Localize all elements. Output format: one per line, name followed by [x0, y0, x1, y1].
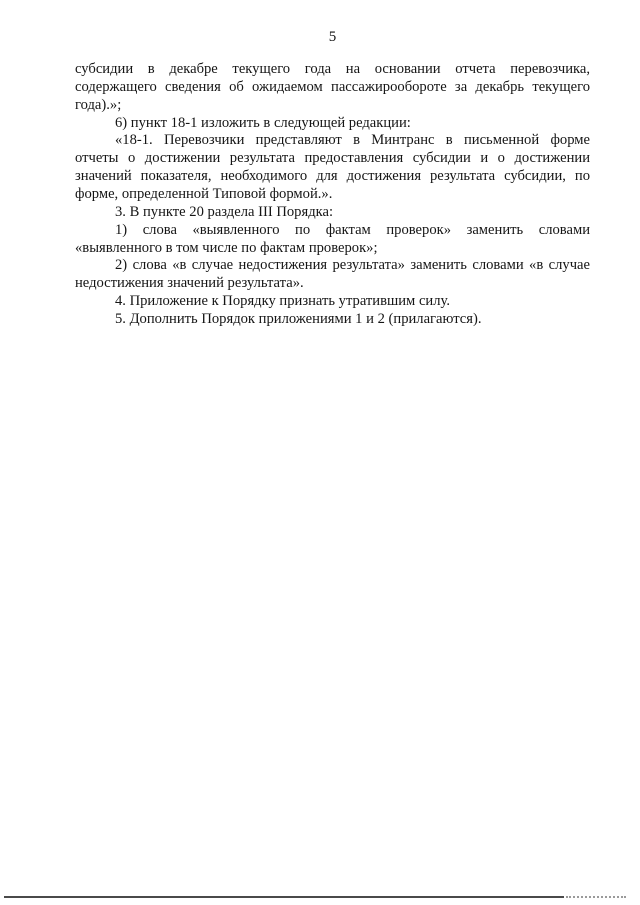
text-line: «18-1. Перевозчики представляют в Минтранс в письменной форме	[115, 132, 590, 149]
paragraph	[75, 61, 590, 115]
paragraph	[75, 222, 590, 258]
paragraph	[75, 204, 590, 222]
text-line: 6) пункт 18-1 изложить в следующей редакции:	[115, 114, 411, 131]
text-line: отчеты о достижении результата предоставления субсидии и о достижении	[75, 150, 590, 167]
paragraph	[75, 132, 590, 203]
paragraph	[75, 311, 590, 329]
text-line: форме, определенной Типовой формой.».	[75, 186, 333, 203]
text-line: субсидии в декабре текущего года на основании отчета перевозчика,	[75, 61, 590, 77]
text-line: 2) слова «в случае недостижения результата» заменить словами «в случае	[115, 257, 590, 274]
text-line: значений показателя, необходимого для достижения результата субсидии, по	[75, 168, 590, 185]
scan-edge-line	[4, 896, 564, 898]
text-line: года).»;	[75, 96, 122, 113]
document-body	[75, 61, 590, 329]
paragraph	[75, 293, 590, 311]
paragraph	[75, 115, 590, 133]
text-line: недостижения значений результата».	[75, 275, 304, 292]
page-number: 5	[328, 29, 337, 45]
text-line: содержащего сведения об ожидаемом пассажирообороте за декабрь текущего	[75, 78, 590, 95]
scan-edge-dotted-line	[566, 896, 626, 898]
text-line: 3. В пункте 20 раздела III Порядка:	[115, 203, 334, 220]
text-line: 1) слова «выявленного по фактам проверок» заменить словами	[115, 221, 590, 238]
text-line: «выявленного в том числе по фактам проверок»;	[75, 239, 378, 256]
text-line: 5. Дополнить Порядок приложениями 1 и 2 (прилагаются).	[115, 311, 482, 328]
paragraph	[75, 257, 590, 293]
text-line: 4. Приложение к Порядку признать утратившим силу.	[115, 293, 450, 310]
